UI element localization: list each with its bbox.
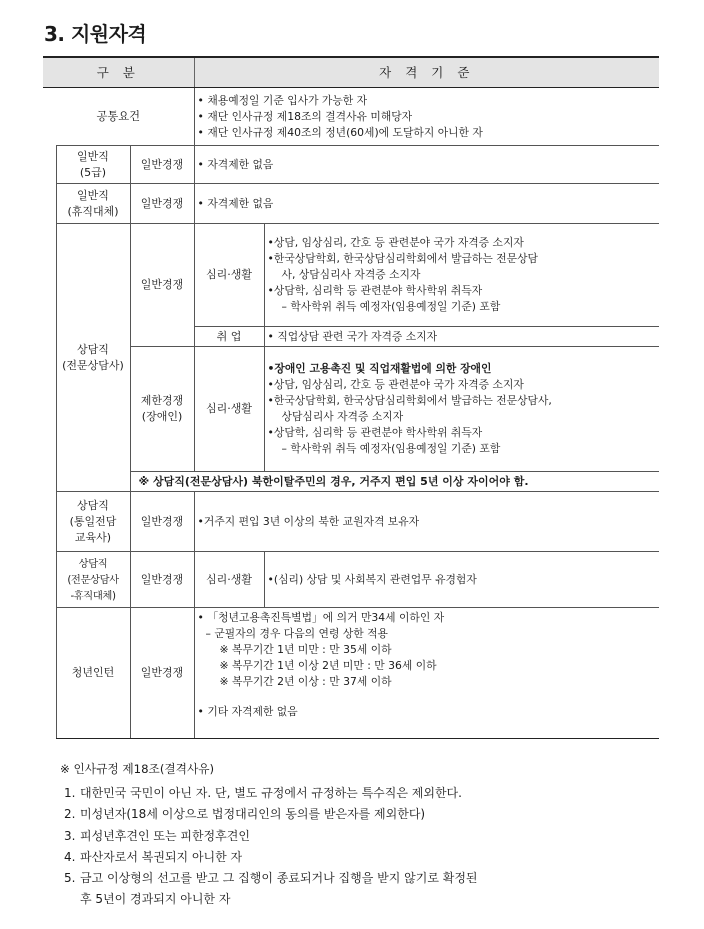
job-counselor-unif: 상담직 (통일전담 교육사) — [56, 492, 130, 552]
type-counselor-leave: 일반경쟁 — [130, 552, 194, 608]
type-counselor-unif: 일반경쟁 — [130, 492, 194, 552]
common-item: • 재단 인사규정 제40조의 정년(60세)에 도달하지 아니한 자 — [197, 125, 483, 139]
header-category: 구 분 — [43, 57, 194, 88]
counselor-note: ※ 상담직(전문상담사) 북한이탈주민의 경우, 거주지 편입 5년 이상 자이어야 함. — [130, 472, 659, 492]
type-general-leave: 일반경쟁 — [130, 184, 194, 224]
counselor-restricted-row — [43, 347, 659, 472]
item-number: 4. — [64, 849, 76, 864]
field-restricted: 심리·생활 — [194, 347, 264, 472]
common-criteria — [194, 88, 659, 146]
job-counselor-leave: 상담직 (전문상담사 -휴직대체) — [56, 552, 130, 608]
criteria-item: – 군필자의 경우 다음의 연령 상한 적용 — [205, 627, 388, 640]
criteria-item: •한국상담학회, 한국상담심리학회에서 발급하는 전문상담사, — [267, 394, 552, 407]
criteria-psych — [264, 224, 659, 327]
criteria-item: •한국상담학회, 한국상담심리학회에서 발급하는 전문상담 — [267, 252, 538, 265]
common-label: 공통요건 — [43, 88, 194, 146]
job-counselor: 상담직 (전문상담사) — [56, 224, 130, 492]
item-text: 피성년후견인 또는 피한정후견인 — [80, 828, 250, 843]
list-item — [64, 783, 674, 804]
criteria-item: • 기타 자격제한 없음 — [197, 705, 298, 718]
item-text: 대한민국 국민이 아닌 자. 단, 별도 규정에서 규정하는 특수직은 제외한다. — [80, 786, 462, 800]
criteria-item: • 「청년고용촉진특별법」에 의거 만34세 이하인 자 — [197, 611, 445, 624]
criteria-employ: • 직업상담 관련 국가 자격증 소지자 — [264, 327, 659, 347]
criteria-item: 사, 상담심리사 자격증 소지자 — [281, 268, 421, 281]
criteria-item: – 학사학위 취득 예정자(임용예정일 기준) 포함 — [281, 300, 501, 313]
type-counselor-general: 일반경쟁 — [130, 224, 194, 347]
item-number: 1. — [64, 786, 76, 800]
criteria-intern — [194, 608, 659, 739]
list-item — [64, 847, 674, 868]
list-item-continuation — [64, 889, 674, 910]
criteria-general-leave: • 자격제한 없음 — [194, 184, 659, 224]
list-item — [64, 868, 674, 889]
criteria-item: ※ 복무기간 1년 이상 2년 미만 : 만 36세 이하 — [219, 659, 437, 672]
disqualification-list — [64, 783, 674, 911]
criteria-item: – 학사학위 취득 예정자(임용예정일 기준) 포함 — [281, 442, 501, 455]
criteria-counselor-unif: •거주지 편입 3년 이상의 북한 교원자격 보유자 — [194, 492, 659, 552]
criteria-item: •상담, 임상심리, 간호 등 관련분야 국가 자격증 소지자 — [267, 236, 524, 249]
item-text: 파산자로서 복권되지 아니한 자 — [80, 849, 243, 864]
type-intern: 일반경쟁 — [130, 608, 194, 739]
criteria-item: ※ 복무기간 1년 미만 : 만 35세 이하 — [219, 643, 392, 656]
counselor-note-row — [43, 472, 659, 492]
criteria-item: •상담학, 심리학 등 관련분야 학사학위 취득자 — [267, 426, 483, 439]
criteria-item: 상담심리사 자격증 소지자 — [281, 410, 404, 423]
type-counselor-restricted: 제한경쟁 (장애인) — [130, 347, 194, 472]
item-number: 5. — [64, 871, 76, 886]
criteria-counselor-leave: •(심리) 상담 및 사회복지 관련업무 유경험자 — [264, 552, 659, 608]
counselor-leave-row — [43, 552, 659, 608]
common-item: • 재단 인사규정 제18조의 결격사유 미해당자 — [197, 109, 413, 123]
job-intern: 청년인턴 — [56, 608, 130, 739]
field-employ: 취 업 — [194, 327, 264, 347]
counselor-psych-row — [43, 224, 659, 327]
item-text: 미성년자(18세 이상으로 법정대리인의 동의를 받은자를 제외한다) — [80, 807, 426, 822]
common-item: • 채용예정일 기준 입사가 가능한 자 — [197, 93, 368, 107]
criteria-restricted — [264, 347, 659, 472]
item-number: 3. — [64, 828, 76, 843]
job-general-leave: 일반직 (휴직대체) — [56, 184, 130, 224]
intern-row — [43, 608, 659, 739]
general5-row — [43, 146, 659, 184]
section-title: 3. 지원자격 — [44, 22, 147, 46]
item-number: 2. — [64, 807, 76, 822]
criteria-item: •장애인 고용촉진 및 직업재활법에 의한 장애인 — [267, 362, 492, 375]
common-row — [43, 88, 659, 146]
indent-spacer — [43, 146, 56, 739]
list-item — [64, 826, 674, 847]
item-text: 금고 이상형의 선고를 받고 그 집행이 종료되거나 집행을 받지 않기로 확정된 — [80, 871, 478, 886]
general-leave-row — [43, 184, 659, 224]
table-header-row — [43, 57, 659, 88]
counselor-unif-row — [43, 492, 659, 552]
header-criteria: 자 격 기 준 — [194, 57, 659, 88]
disqualification-heading: ※ 인사규정 제18조(결격사유) — [60, 762, 215, 776]
list-item — [64, 804, 674, 825]
qualification-table — [43, 56, 659, 739]
field-psych: 심리·생활 — [194, 224, 264, 327]
type-general5: 일반경쟁 — [130, 146, 194, 184]
criteria-item: •상담, 임상심리, 간호 등 관련분야 국가 자격증 소지자 — [267, 378, 524, 391]
criteria-item: ※ 복무기간 2년 이상 : 만 37세 이하 — [219, 675, 392, 688]
criteria-general5: • 자격제한 없음 — [194, 146, 659, 184]
criteria-item: •상담학, 심리학 등 관련분야 학사학위 취득자 — [267, 284, 483, 297]
job-general5: 일반직 (5급) — [56, 146, 130, 184]
item-text: 후 5년이 경과되지 아니한 자 — [80, 892, 231, 907]
field-counselor-leave: 심리·생활 — [194, 552, 264, 608]
